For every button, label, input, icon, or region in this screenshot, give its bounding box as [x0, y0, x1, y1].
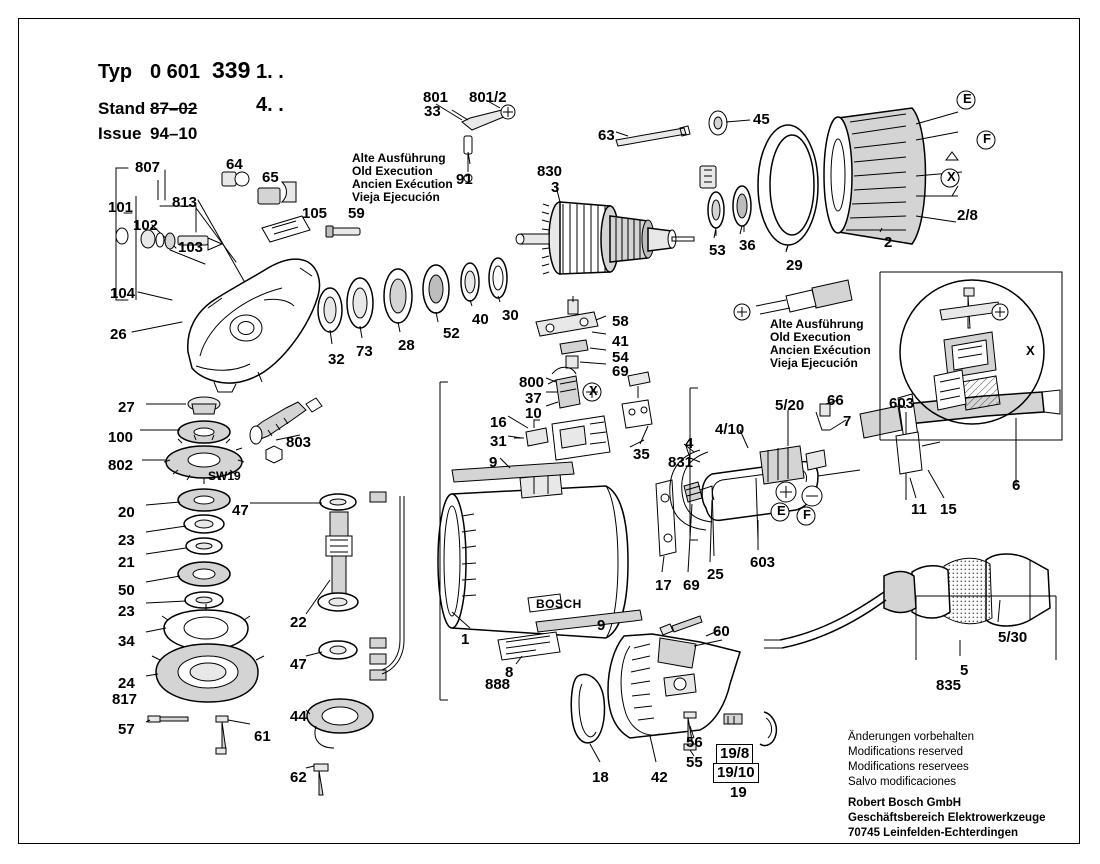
callout-15: 15 [940, 501, 957, 518]
nameplate-888 [498, 632, 560, 660]
spindle-column [307, 492, 404, 795]
callout-19-10: 19/10 [713, 763, 759, 783]
old-execution-note-1-line-2: Old Execution [352, 164, 433, 178]
callout-19-8: 19/8 [716, 744, 753, 764]
callout-30: 30 [502, 307, 519, 324]
parts-45-63 [616, 111, 727, 146]
callout-801: 801 [423, 89, 449, 106]
callout-5-20: 5/20 [775, 397, 805, 414]
callout-103: 103 [178, 239, 204, 256]
callout-53: 53 [709, 242, 726, 259]
callout-23: 23 [118, 532, 135, 549]
callout-817: 817 [112, 691, 138, 708]
type-number-plain: 0 601 [150, 61, 201, 83]
callout-32: 32 [328, 351, 345, 368]
marker-f-stator: F [983, 131, 991, 146]
callout-42: 42 [651, 769, 668, 786]
ring-29 [758, 125, 818, 252]
callout-10: 10 [525, 405, 542, 422]
callout-100: 100 [108, 429, 134, 446]
callout-69: 69 [683, 577, 700, 594]
old-execution-plug [734, 280, 852, 320]
callout-17: 17 [655, 577, 672, 594]
callout-50: 50 [118, 582, 135, 599]
stand-label: Stand [98, 99, 146, 118]
left-small-parts [116, 228, 222, 250]
callout-8: 8 [505, 664, 514, 681]
callout-57: 57 [118, 721, 135, 738]
marker-e-cable: E [777, 503, 786, 518]
wrench-size-label: SW19 [208, 469, 241, 483]
old-execution-note-1-line-1: Alte Ausführung [352, 151, 446, 165]
callout-16: 16 [490, 414, 507, 431]
old-execution-note-1-line-4: Vieja Ejecución [352, 190, 440, 204]
callout-603: 603 [889, 395, 915, 412]
issue-value: 94–10 [150, 124, 198, 143]
callout-5: 5 [960, 662, 969, 679]
footer-company-3: 70745 Leinfelden-Echterdingen [848, 827, 1018, 839]
callout-9: 9 [597, 617, 606, 634]
rings-53-36 [700, 166, 751, 238]
callout-23: 23 [118, 603, 135, 620]
callout-7: 7 [843, 413, 852, 430]
callout-55: 55 [686, 754, 703, 771]
cable-switch-assembly [686, 390, 1060, 540]
top-left-small-parts [222, 169, 360, 242]
callout-603: 603 [750, 554, 776, 571]
callout-20: 20 [118, 504, 135, 521]
callout-22: 22 [290, 614, 307, 631]
footer-line-4: Salvo modificaciones [848, 776, 957, 788]
inset-detail-x [900, 280, 1044, 424]
callout-105: 105 [302, 205, 328, 222]
callout-5-30: 5/30 [998, 629, 1028, 646]
old-execution-note-1-line-3: Ancien Exécution [352, 177, 453, 191]
callout-35: 35 [633, 446, 650, 463]
footer-line-3: Modifications reservees [848, 761, 969, 773]
issue-label: Issue [98, 124, 142, 143]
callout-830: 830 [537, 163, 563, 180]
callout-888: 888 [485, 676, 511, 693]
type-suffix-1: 1. . [256, 61, 284, 83]
old-execution-note-2-line-1: Alte Ausführung [770, 317, 864, 331]
armature [516, 202, 694, 274]
old-execution-note-2-line-3: Ancien Exécution [770, 343, 871, 357]
callout-3: 3 [551, 179, 560, 196]
callout-9: 9 [489, 454, 498, 471]
bearing-row [318, 258, 507, 344]
callout-69: 69 [612, 363, 629, 380]
gear-housing [188, 259, 320, 392]
callout-44: 44 [290, 708, 307, 725]
callout-65: 65 [262, 169, 279, 186]
marker-x-stator: X [947, 169, 956, 184]
motor-housing-1 [438, 474, 628, 638]
type-number-bold: 339 [212, 57, 251, 83]
callout-47: 47 [232, 502, 249, 519]
callout-102: 102 [133, 217, 159, 234]
callout-47: 47 [290, 656, 307, 673]
callout-64: 64 [226, 156, 243, 173]
callout-18: 18 [592, 769, 609, 786]
callout-801-2: 801/2 [469, 89, 507, 106]
callout-62: 62 [290, 769, 307, 786]
callout-45: 45 [753, 111, 770, 128]
old-execution-note-2-line-2: Old Execution [770, 330, 851, 344]
callout-4-10: 4/10 [715, 421, 745, 438]
type-label: Typ [98, 61, 133, 83]
callout-26: 26 [110, 326, 127, 343]
type-suffix-2: 4. . [256, 94, 284, 116]
callout-831: 831 [668, 454, 694, 471]
callout-27: 27 [118, 399, 135, 416]
side-plate-17 [656, 480, 714, 556]
callout-24: 24 [118, 675, 135, 692]
callout-56: 56 [686, 734, 703, 751]
footer-line-1: Änderungen vorbehalten [848, 731, 974, 743]
callout-41: 41 [612, 333, 629, 350]
callout-61: 61 [254, 728, 271, 745]
callout-40: 40 [472, 311, 489, 328]
callout-52: 52 [443, 325, 460, 342]
callout-28: 28 [398, 337, 415, 354]
callout-73: 73 [356, 343, 373, 360]
callout-807: 807 [135, 159, 161, 176]
callout-54: 54 [612, 349, 629, 366]
callout-101: 101 [108, 199, 134, 216]
footer-company-2: Geschäftsbereich Elektrowerkzeuge [848, 812, 1046, 824]
callout-33: 33 [424, 103, 441, 120]
housing-brand-label: BOSCH [536, 597, 582, 611]
callout-29: 29 [786, 257, 803, 274]
callout-800: 800 [519, 374, 545, 391]
callout-104: 104 [110, 285, 136, 302]
callout-1: 1 [461, 631, 470, 648]
footer-company-1: Robert Bosch GmbH [848, 797, 962, 809]
callout-60: 60 [713, 623, 730, 640]
marker-f-cable: F [803, 507, 811, 522]
callout-813: 813 [172, 194, 198, 211]
marker-x-switch: X [589, 383, 598, 398]
callout-63: 63 [598, 127, 615, 144]
callout-34: 34 [118, 633, 135, 650]
callout-11: 11 [911, 501, 927, 518]
callout-21: 21 [118, 554, 135, 571]
callout-66: 66 [827, 392, 844, 409]
marker-e-stator: E [963, 91, 972, 106]
callout-59: 59 [348, 205, 365, 222]
callout-91: 91 [456, 171, 473, 188]
footer-line-2: Modifications reserved [848, 746, 964, 758]
callout-802: 802 [108, 457, 134, 474]
callout-36: 36 [739, 237, 756, 254]
callout-19: 19 [730, 784, 747, 801]
callout-58: 58 [612, 313, 629, 330]
callout-2: 2 [884, 234, 893, 251]
callout-6: 6 [1012, 477, 1021, 494]
callout-2-8: 2/8 [957, 207, 978, 224]
callout-835: 835 [936, 677, 962, 694]
callout-37: 37 [525, 390, 542, 407]
old-execution-note-2-line-4: Vieja Ejecución [770, 356, 858, 370]
callout-25: 25 [707, 566, 724, 583]
callout-4: 4 [685, 435, 694, 452]
marker-x-inset: X [1026, 343, 1035, 358]
callout-31: 31 [490, 433, 507, 450]
callout-803: 803 [286, 434, 312, 451]
stand-value: 87–02 [150, 99, 198, 118]
